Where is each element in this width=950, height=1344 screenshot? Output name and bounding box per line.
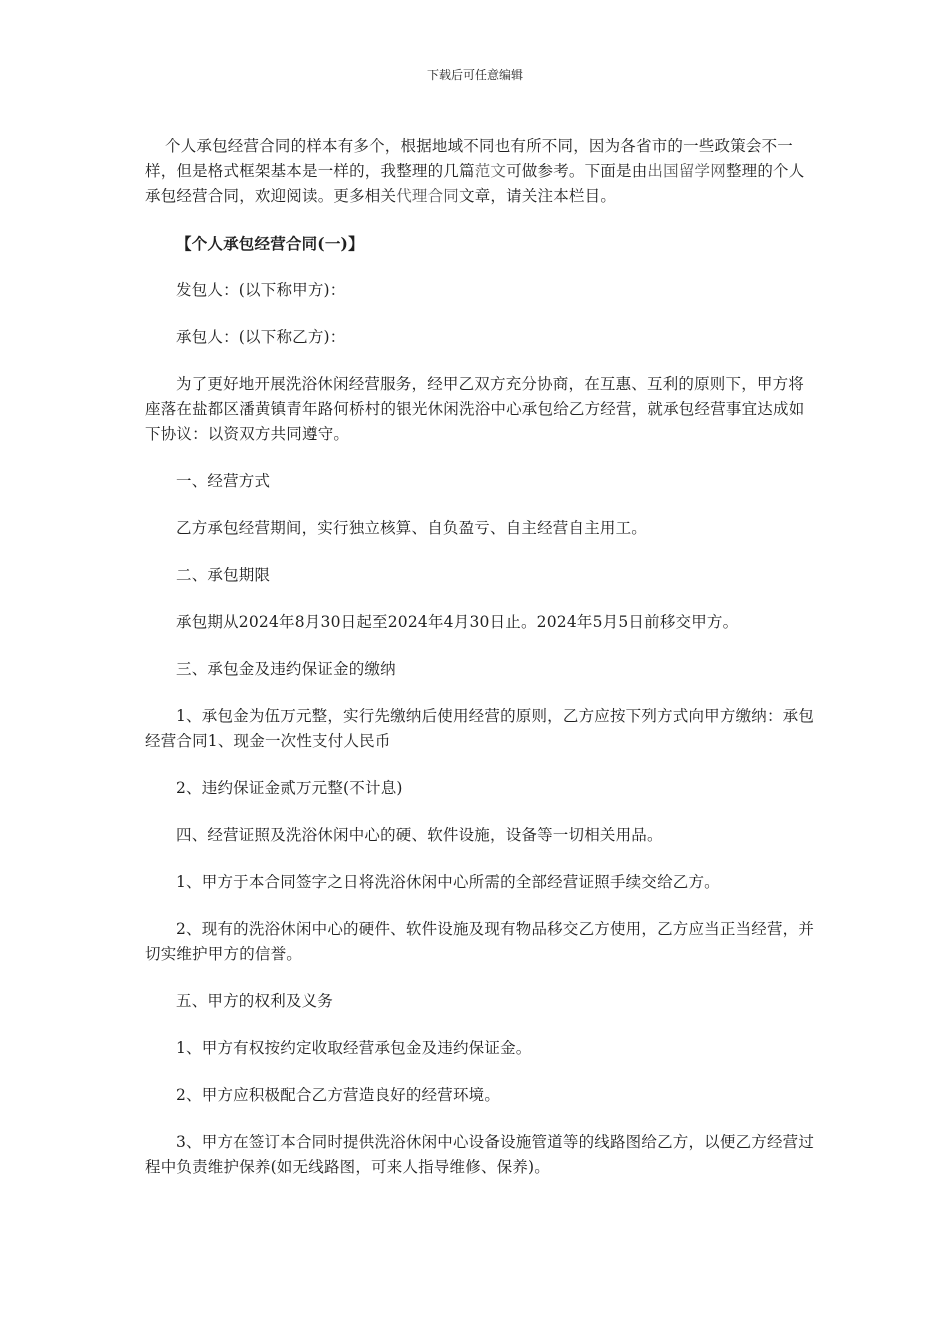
- link-chuguo-liuxue[interactable]: 出国留学网: [647, 162, 726, 180]
- party-b: 承包人：(以下称乙方)：: [176, 328, 346, 346]
- section-3-item-1: 1、承包金为伍万元整，实行先缴纳后使用经营的原则，乙方应按下列方式向甲方缴纳：承包经营合同1、现金一次性支付人民币: [145, 707, 815, 750]
- contract-title: 【个人承包经营合同(一)】: [176, 234, 364, 253]
- section-5-item-1: 1、甲方有权按约定收取经营承包金及违约保证金。: [176, 1039, 532, 1057]
- section-5-item-2: 2、甲方应积极配合乙方营造良好的经营环境。: [176, 1086, 501, 1104]
- page-header: 下载后可任意编辑: [426, 68, 523, 82]
- section-2-text: 承包期从2024年8月30日起至2024年4月30日止。2024年5月5日前移交甲方。: [176, 613, 739, 631]
- section-5-item-3: 3、甲方在签订本合同时提供洗浴休闲中心设备设施管道等的线路图给乙方，以便乙方经营过程中负责维护保养(如无线路图，可来人指导维修、保养)。: [145, 1133, 815, 1176]
- intro-text-4: 文章，请关注本栏目。: [459, 187, 617, 205]
- intro-paragraph: [145, 134, 815, 209]
- link-daili-hetong[interactable]: 代理合同: [396, 187, 460, 205]
- section-5-heading: 五、甲方的权利及义务: [176, 992, 334, 1010]
- link-fanwen[interactable]: 范文: [474, 162, 507, 180]
- intro-text-3: 整理的个人承包经营合同，欢迎阅读。更多相关: [145, 162, 805, 205]
- section-1-text: 乙方承包经营期间，实行独立核算、自负盈亏、自主经营自主用工。: [176, 519, 648, 537]
- section-2-heading: 二、承包期限: [176, 566, 271, 584]
- preamble: 为了更好地开展洗浴休闲经营服务，经甲乙双方充分协商，在互惠、互利的原则下，甲方将座落在盐都区潘黄镇青年路何桥村的银光休闲洗浴中心承包给乙方经营，就承包经营事宜达成如下协议：以资双方共同遵守。: [145, 375, 805, 443]
- section-4-heading: 四、经营证照及洗浴休闲中心的硬、软件设施，设备等一切相关用品。: [176, 826, 663, 844]
- section-3-heading: 三、承包金及违约保证金的缴纳: [176, 660, 396, 678]
- section-3-item-2: 2、违约保证金贰万元整(不计息): [176, 779, 403, 797]
- document-body: [145, 134, 815, 1180]
- intro-text-1: 个人承包经营合同的样本有多个，根据地域不同也有所不同，因为各省市的一些政策会不一样，但是格式框架基本是一样的，我整理的几篇: [145, 137, 794, 180]
- section-1-heading: 一、经营方式: [176, 472, 271, 490]
- section-4-item-1: 1、甲方于本合同签字之日将洗浴休闲中心所需的全部经营证照手续交给乙方。: [176, 873, 720, 891]
- section-4-item-2: 2、现有的洗浴休闲中心的硬件、软件设施及现有物品移交乙方使用，乙方应当正当经营，并切实维护甲方的信誉。: [145, 920, 815, 963]
- party-a: 发包人：(以下称甲方)：: [176, 281, 346, 299]
- intro-text-2: 可做参考。下面是由: [506, 162, 648, 180]
